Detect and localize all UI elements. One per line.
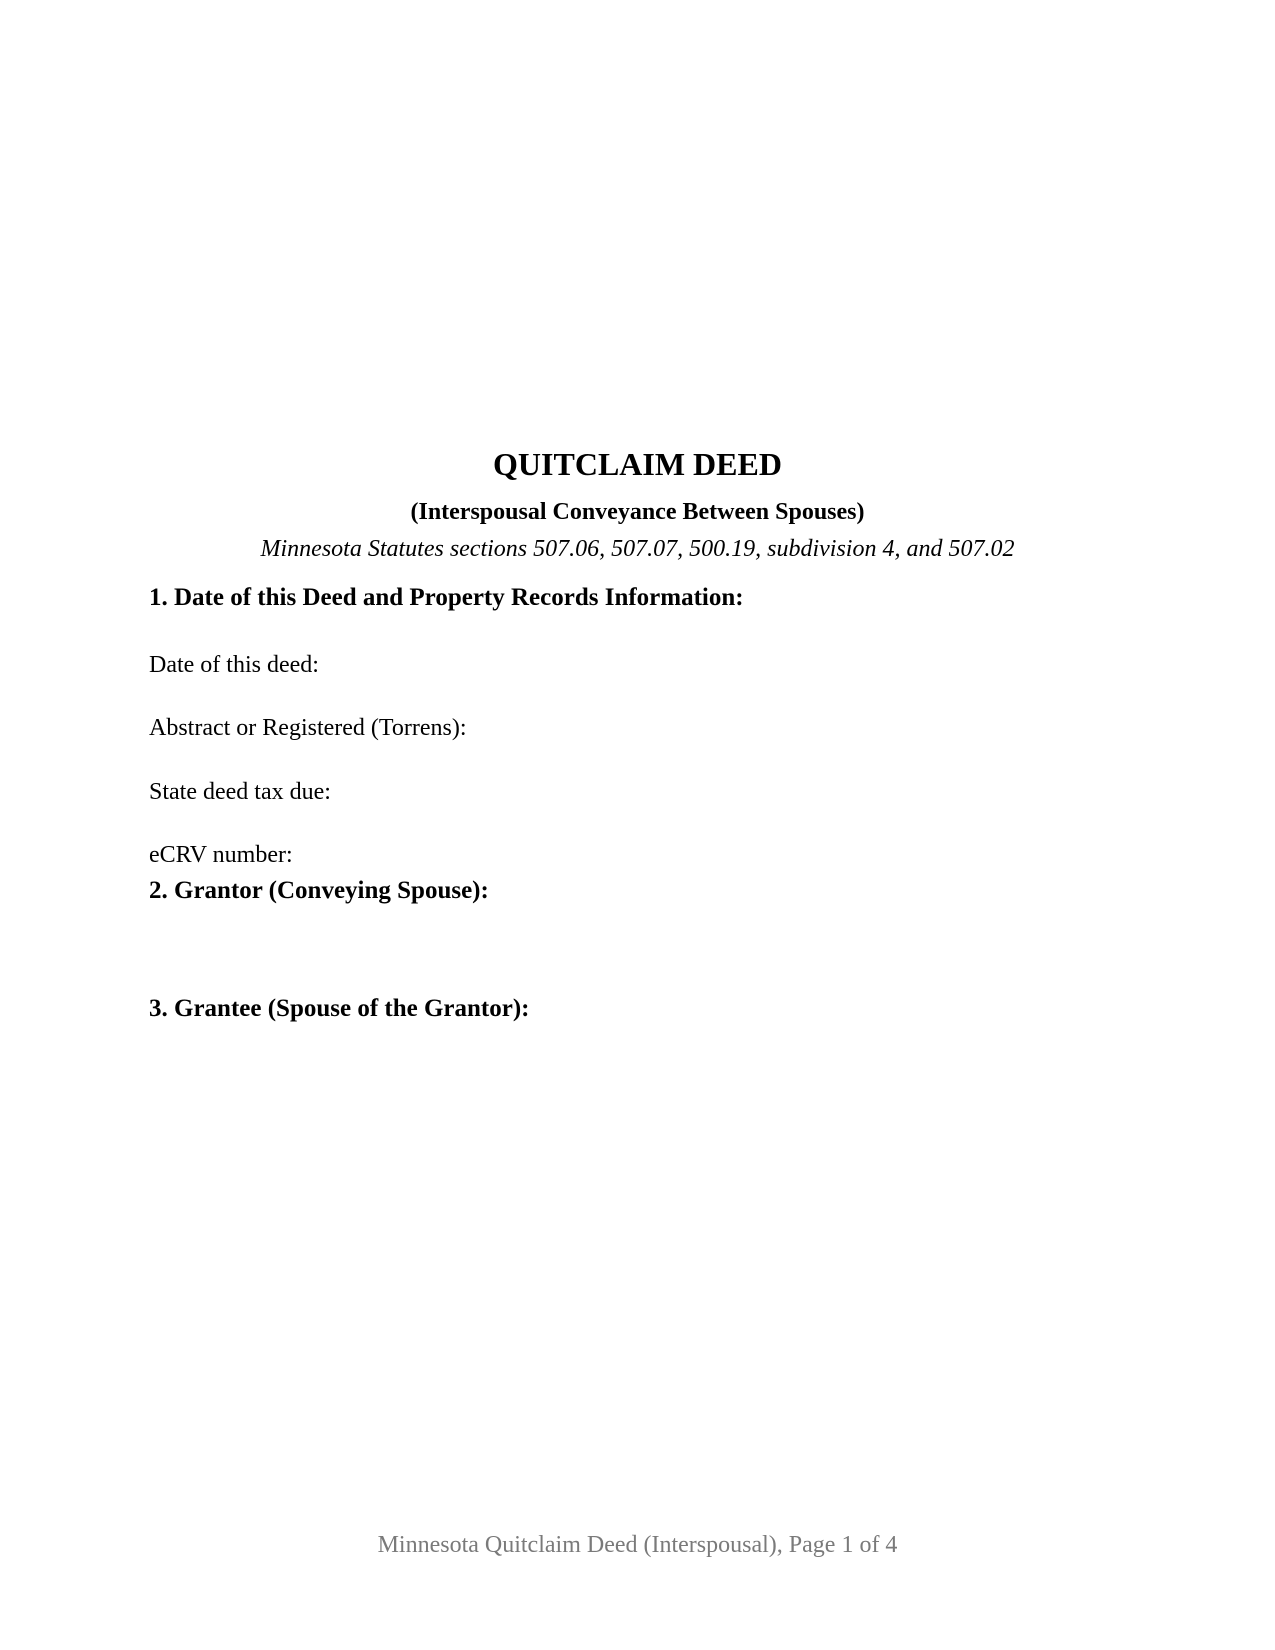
document-title: QUITCLAIM DEED — [493, 446, 782, 482]
statute-reference: Minnesota Statutes sections 507.06, 507.07, 500.19, subdivision 4, and 507.02 — [260, 536, 1015, 562]
date-of-deed-label: Date of this deed: — [149, 652, 319, 678]
state-deed-tax-field[interactable] — [345, 777, 645, 807]
section-1-heading: 1. Date of this Deed and Property Records Information: — [149, 584, 744, 611]
state-deed-tax-label: State deed tax due: — [149, 779, 331, 805]
section-2-heading: 2. Grantor (Conveying Spouse): — [149, 877, 489, 904]
ecrv-number-field[interactable] — [310, 840, 610, 870]
abstract-or-registered-field[interactable] — [485, 713, 785, 743]
ecrv-number-label: eCRV number: — [149, 842, 293, 868]
abstract-or-registered-label: Abstract or Registered (Torrens): — [149, 715, 467, 741]
section-3-heading: 3. Grantee (Spouse of the Grantor): — [149, 995, 530, 1022]
page-footer: Minnesota Quitclaim Deed (Interspousal), Page 1 of 4 — [377, 1532, 898, 1558]
date-of-deed-field[interactable] — [335, 650, 635, 680]
document-subtitle: (Interspousal Conveyance Between Spouses) — [410, 499, 865, 525]
